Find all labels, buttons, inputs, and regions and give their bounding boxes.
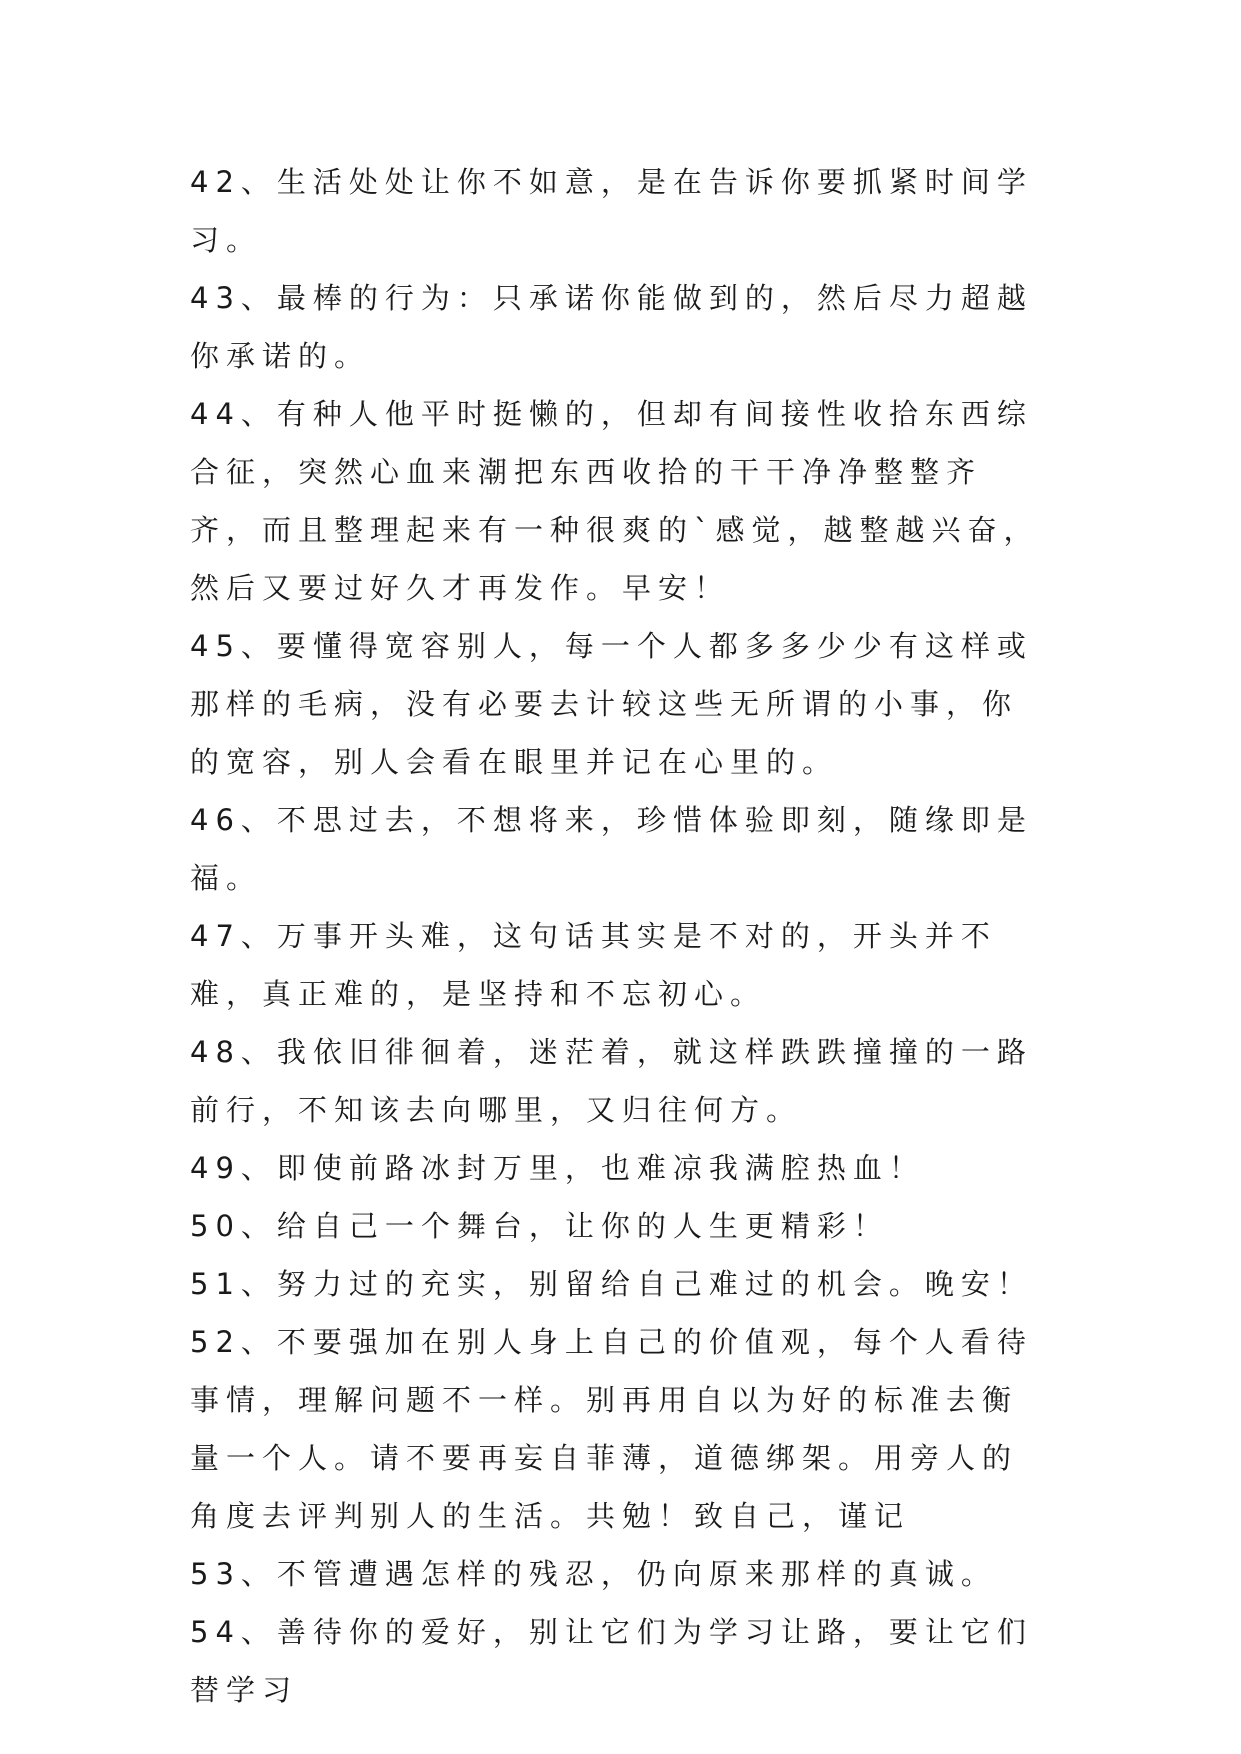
list-item: 48、我依旧徘徊着，迷茫着，就这样跌跌撞撞的一路前行，不知该去向哪里，又归往何方。 bbox=[190, 1035, 1033, 1127]
list-item: 47、万事开头难，这句话其实是不对的，开头并不难，真正难的，是坚持和不忘初心。 bbox=[190, 919, 997, 1011]
list-item: 53、不管遭遇怎样的残忍，仍向原来那样的真诚。 bbox=[190, 1557, 997, 1591]
list-item: 54、善待你的爱好，别让它们为学习让路，要让它们替学习 bbox=[190, 1615, 1033, 1707]
list-item: 51、努力过的充实，别留给自己难过的机会。晚安！ bbox=[190, 1267, 1033, 1301]
list-item: 46、不思过去，不想将来，珍惜体验即刻，随缘即是福。 bbox=[190, 803, 1033, 895]
list-item: 45、要懂得宽容别人，每一个人都多多少少有这样或那样的毛病，没有必要去计较这些无所谓的小事，你的宽容，别人会看在眼里并记在心里的。 bbox=[190, 629, 1033, 779]
list-item: 42、生活处处让你不如意，是在告诉你要抓紧时间学习。 bbox=[190, 165, 1033, 257]
list-item: 50、给自己一个舞台，让你的人生更精彩！ bbox=[190, 1209, 889, 1243]
list-item: 49、即使前路冰封万里，也难凉我满腔热血！ bbox=[190, 1151, 925, 1185]
document-body bbox=[190, 153, 1050, 1719]
list-item: 43、最棒的行为：只承诺你能做到的，然后尽力超越你承诺的。 bbox=[190, 281, 1033, 373]
list-item: 44、有种人他平时挺懒的，但却有间接性收拾东西综合征，突然心血来潮把东西收拾的干干净净整整齐齐，而且整理起来有一种很爽的`感觉，越整越兴奋，然后又要过好久才再发作。早安！ bbox=[190, 397, 1040, 605]
list-item: 52、不要强加在别人身上自己的价值观，每个人看待事情，理解问题不一样。别再用自以为好的标准去衡量一个人。请不要再妄自菲薄，道德绑架。用旁人的角度去评判别人的生活。共勉！致自己，谨记 bbox=[190, 1325, 1033, 1533]
